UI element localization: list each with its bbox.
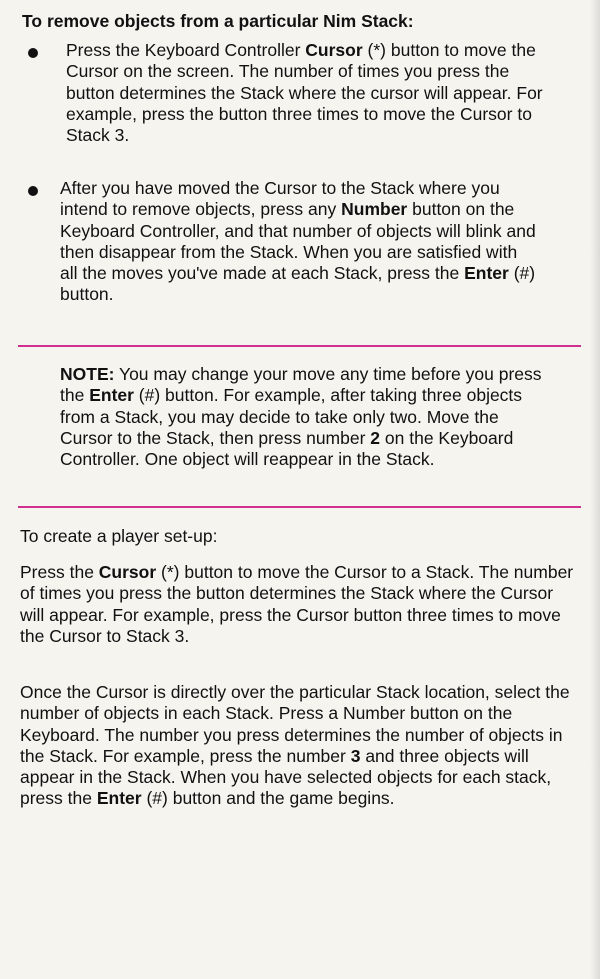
text-run: Once the Cursor is directly over the particular Stack location, select the number of objects in each Stack. Press a Number button on the Keyboard. The number you press determines the number of objects in the Stack. For example, press the number [20,682,570,766]
text-run: You may change your move any time before you press the [60,364,542,406]
note-label: NOTE: [60,364,115,384]
setup-heading: To create a player set-up: [20,526,218,546]
bold-term: 2 [370,427,381,448]
text-run: (#) button and the game begins. [141,788,395,809]
bold-term: Enter [89,385,134,406]
bold-term: 3 [350,745,361,766]
text-run: and three objects will appear in the Stack. When you have selected objects for each stack, press the [20,745,552,809]
text-run: on the Keyboard Controller. One object will reappear in the Stack. [60,427,514,470]
setup-paragraph-objects [20,682,575,810]
text-run: (#) button. [60,263,536,305]
bullet-icon [28,48,38,58]
text-run: (*) button to move the Cursor on the screen. The number of times you press the button determines the Stack where the cursor will appear. For example, press the button three times to move the Cursor to Stack 3. [66,40,543,146]
bold-term: Cursor [98,562,157,582]
bold-term: Enter [96,788,142,809]
bold-term: Enter [464,263,509,284]
section-heading: To remove objects from a particular Nim Stack: [22,11,414,31]
text-run: Press the Keyboard Controller [66,40,306,60]
text-run: Press the [20,562,99,582]
divider-top [18,345,581,347]
divider-bottom [18,506,581,508]
text-run: After you have moved the Cursor to the Stack where you intend to remove objects, press any [60,178,500,220]
bullet-icon [28,186,38,196]
bold-term: Number [341,199,408,220]
note-box [60,364,550,470]
text-run: (#) button. For example, after taking three objects from a Stack, you may decide to take only two. Move the Cursor to the Stack, then press number [60,385,523,448]
bold-term: Cursor [305,40,363,60]
setup-paragraph-cursor [20,562,575,647]
bullet-text [60,178,538,306]
text-run: (*) button to move the Cursor to a Stack. The number of times you press the button determines the Stack where the Cursor will appear. For example, press the Cursor button three times to move the Cursor to Stack 3. [20,562,574,646]
text-run: button on the Keyboard Controller, and that number of objects will blink and then disappear from the Stack. When you are satisfied with all the moves you've made at each Stack, press the [60,199,536,284]
bullet-text [66,40,546,146]
